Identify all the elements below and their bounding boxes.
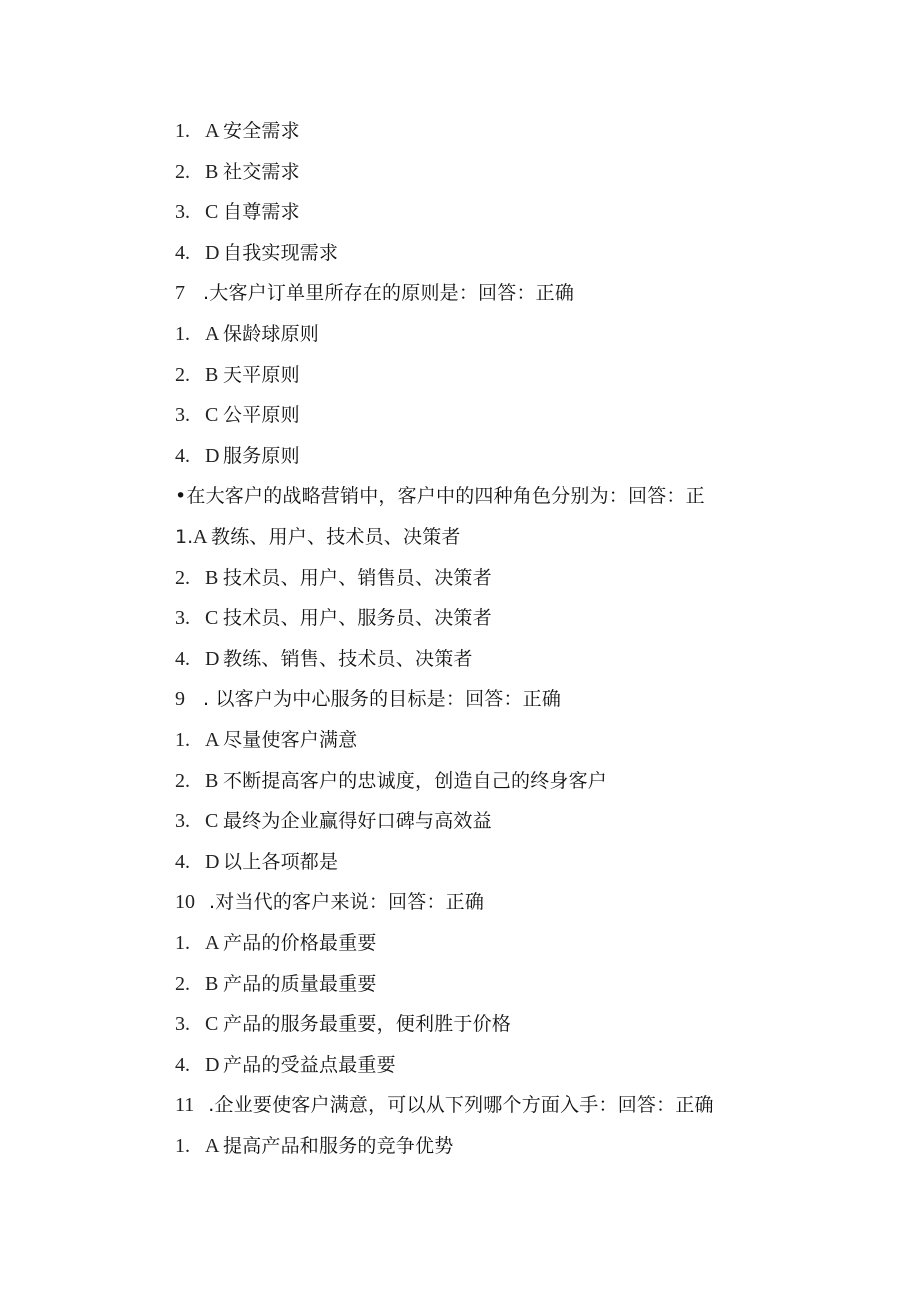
option-letter: C [205,1013,219,1036]
answer-option [175,971,377,997]
question-line [175,483,705,509]
option-letter: C [205,607,219,630]
option-text: 社交需求 [223,160,300,183]
option-text: 安全需求 [223,120,300,142]
option-number: 4. [175,444,190,467]
option-letter: C [205,404,219,427]
answer-option [175,849,338,875]
answer-option [175,1052,396,1078]
option-number: 3. [175,607,190,630]
answer-option [175,1011,511,1037]
question-text: .大客户订单里所存在的原则是：回答：正确 [203,282,575,305]
option-text: 以上各项都是 [223,850,339,873]
option-text: 自尊需求 [223,201,300,224]
answer-option [175,808,492,834]
option-number: 2. [175,160,190,183]
question-line [175,889,484,915]
answer-option [175,930,377,956]
option-letter: D [205,444,220,467]
option-letter: A [205,120,220,142]
question-number: 11 [175,1094,195,1117]
option-letter: A [205,1135,220,1157]
answer-option [175,768,607,794]
option-letter: A [205,932,220,954]
question-line [175,280,574,306]
option-text: 提高产品和服务的竞争优势 [223,1135,454,1157]
option-letter: D [205,647,220,670]
option-number: 2. [175,972,190,995]
option-number: 1. [175,526,194,548]
question-line [175,686,561,712]
question-line [175,1092,714,1118]
option-text: 最终为企业赢得好口碑与高效益 [223,810,492,833]
answer-option [175,240,338,266]
question-text: •在大客户的战略营销中，客户中的四种角色分别为：回答：正 [175,485,705,508]
option-text: 教练、销售、技术员、决策者 [223,647,473,670]
option-letter: A [205,323,220,345]
answer-option [175,199,300,225]
question-text: .对当代的客户来说：回答：正确 [209,891,485,914]
option-text: 不断提高客户的忠诚度，创造自己的终身客户 [223,769,608,792]
question-text: . 以客户为中心服务的目标是：回答：正确 [203,688,562,711]
option-letter: B [205,972,219,995]
answer-option [175,159,300,185]
question-number: 7 [175,282,185,305]
option-number: 2. [175,566,190,589]
option-text: 保龄球原则 [223,323,320,345]
option-text: 技术员、用户、销售员、决策者 [223,566,492,589]
answer-option [175,605,492,631]
option-letter: C [205,810,219,833]
option-number: 4. [175,647,190,670]
answer-option [175,524,461,550]
option-text: 产品的质量最重要 [223,972,377,995]
option-letter: D [205,850,220,873]
option-text: 产品的价格最重要 [223,932,377,954]
answer-option [175,443,300,469]
option-letter: B [205,160,219,183]
answer-option [175,646,473,672]
option-text: 自我实现需求 [223,241,339,264]
option-number: 1. [175,1135,190,1157]
option-letter: A [205,729,220,751]
option-letter: A [193,526,208,548]
answer-option [175,118,300,144]
option-text: 天平原则 [223,363,300,386]
option-number: 4. [175,1053,190,1076]
option-number: 1. [175,932,190,954]
answer-option [175,362,300,388]
answer-option [175,402,300,428]
option-text: 教练、用户、技术员、决策者 [211,526,461,548]
option-letter: B [205,769,219,792]
option-text: 尽量使客户满意 [223,729,358,751]
answer-option [175,321,319,347]
option-number: 1. [175,120,190,142]
option-number: 4. [175,850,190,873]
option-letter: B [205,363,219,386]
option-letter: D [205,1053,220,1076]
option-letter: C [205,201,219,224]
option-text: 产品的受益点最重要 [223,1053,396,1076]
option-number: 2. [175,363,190,386]
option-number: 1. [175,323,190,345]
question-number: 10 [175,891,195,914]
option-number: 3. [175,1013,190,1036]
option-text: 技术员、用户、服务员、决策者 [223,607,492,630]
option-letter: B [205,566,219,589]
question-text: .企业要使客户满意，可以从下列哪个方面入手：回答：正确 [208,1094,714,1117]
option-text: 产品的服务最重要，便利胜于价格 [223,1013,512,1036]
answer-option [175,1133,453,1159]
option-text: 公平原则 [223,404,300,427]
option-letter: D [205,241,220,264]
question-number: 9 [175,688,185,711]
option-number: 3. [175,810,190,833]
option-number: 3. [175,201,190,224]
option-number: 2. [175,769,190,792]
option-number: 1. [175,729,190,751]
answer-option [175,565,492,591]
answer-option [175,727,357,753]
option-number: 4. [175,241,190,264]
option-text: 服务原则 [223,444,300,467]
option-number: 3. [175,404,190,427]
